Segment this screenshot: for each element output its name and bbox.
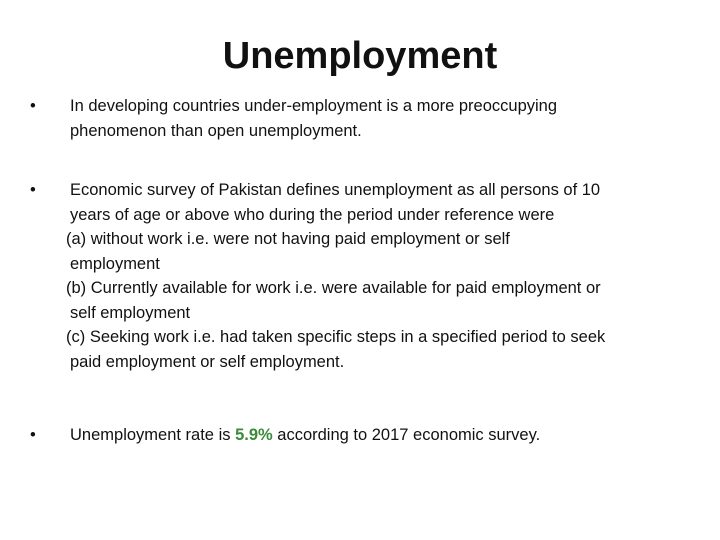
bullet-line: In developing countries under-employment is a more preoccupying	[70, 97, 558, 115]
bullet-point-3	[30, 423, 680, 448]
bullet-marker: •	[30, 97, 36, 115]
sub-item-b	[66, 276, 680, 325]
bullet-line: phenomenon than open unemployment.	[70, 121, 362, 140]
sub-item-line: (b) Currently available for work i.e. were available for paid employment or	[66, 279, 601, 297]
sub-item-line: paid employment or self employment.	[70, 352, 345, 371]
slide-title: Unemployment	[222, 35, 498, 77]
rate-suffix: according to 2017 economic survey.	[277, 426, 541, 444]
bullet-point-2	[30, 178, 680, 374]
bullet-text	[66, 178, 680, 374]
bullet-marker: •	[30, 181, 36, 199]
bullet-text	[70, 423, 680, 448]
sub-item-c	[66, 325, 680, 374]
sub-item-line: employment	[70, 254, 160, 273]
sub-item-line: self employment	[70, 303, 191, 322]
sub-item-line: (a) without work i.e. were not having paid employment or self	[66, 230, 510, 248]
unemployment-rate-value: 5.9%	[235, 426, 273, 444]
bullet-text	[70, 94, 680, 143]
bullet-point-1	[30, 94, 680, 143]
sub-item-a	[66, 227, 680, 276]
bullet-line: years of age or above who during the period under reference were	[70, 205, 555, 224]
rate-prefix: Unemployment rate is	[70, 426, 231, 444]
bullet-line: Economic survey of Pakistan defines unemployment as all persons of 10	[70, 181, 601, 199]
bullet-marker: •	[30, 426, 36, 444]
sub-item-line: (c) Seeking work i.e. had taken specific steps in a specified period to seek	[66, 328, 606, 346]
